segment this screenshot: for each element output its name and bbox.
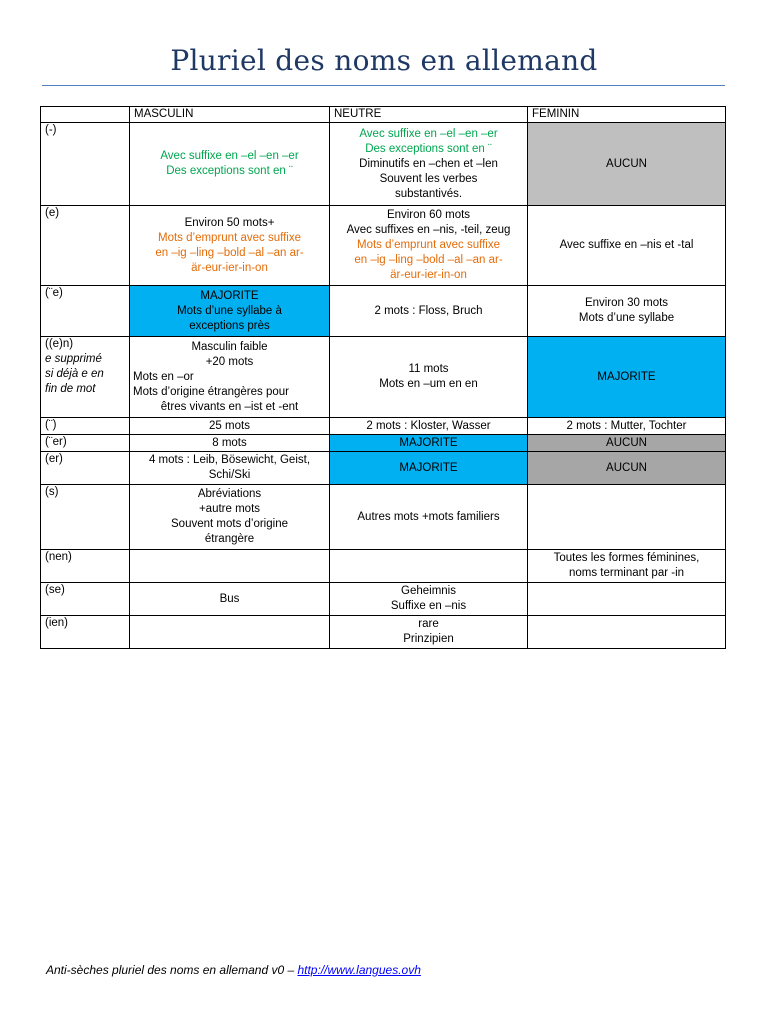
cell-line: en –ig –ling –bold –al –an ar- — [155, 246, 304, 259]
cell-line: substantivés. — [394, 187, 463, 200]
row-label: (e) — [41, 206, 130, 286]
footer — [46, 963, 421, 977]
cell-feminin: AUCUN — [528, 123, 726, 206]
cell-line: Avec suffixe en –el –en –er — [359, 127, 498, 140]
cell-line: Environ 50 mots+ — [184, 216, 275, 229]
cell-neutre — [330, 583, 528, 616]
cell-neutre: MAJORITE — [330, 435, 528, 452]
cell-line: êtres vivants en –ist et -ent — [160, 400, 299, 413]
table-row — [41, 286, 726, 337]
table-row — [41, 583, 726, 616]
plural-table — [40, 106, 726, 649]
row-label: (¨) — [41, 418, 130, 435]
cell-neutre: MAJORITE — [330, 452, 528, 485]
cell-line: ((e)n) — [45, 338, 74, 350]
cell-masculin — [130, 616, 330, 649]
table-row — [41, 337, 726, 418]
cell-line: Mots d’une syllabe à — [177, 304, 282, 317]
cell-masculin: 25 mots — [130, 418, 330, 435]
cell-line: Abréviations — [197, 488, 262, 500]
cell-line: Prinzipien — [403, 633, 454, 645]
cell-feminin: 2 mots : Mutter, Tochter — [528, 418, 726, 435]
cell-masculin: 8 mots — [130, 435, 330, 452]
cell-line: Souvent les verbes — [379, 172, 478, 185]
cell-line: Toutes les formes féminines, — [553, 552, 700, 564]
cell-neutre — [330, 550, 528, 583]
row-label: (¨e) — [41, 286, 130, 337]
cell-neutre: 2 mots : Floss, Bruch — [330, 286, 528, 337]
cell-masculin — [130, 485, 330, 550]
table-row — [41, 616, 726, 649]
cell-line: 4 mots : Leib, Bösewicht, Geist, — [148, 454, 311, 466]
cell-line: Geheimnis — [401, 585, 456, 597]
table-row — [41, 435, 726, 452]
cell-line: är-eur-ier-in-on — [191, 261, 268, 274]
row-label: (nen) — [41, 550, 130, 583]
cell-feminin — [528, 485, 726, 550]
table-row — [41, 123, 726, 206]
cell-line: étrangère — [204, 533, 255, 545]
cell-line: Mots d’origine étrangères pour — [133, 385, 289, 398]
cell-line: Suffixe en –nis — [390, 600, 467, 612]
cell-feminin: MAJORITE — [528, 337, 726, 418]
cell-line: +autre mots — [198, 503, 261, 515]
cell-line: är-eur-ier-in-on — [390, 269, 467, 281]
cell-neutre: 2 mots : Kloster, Wasser — [330, 418, 528, 435]
table-row — [41, 485, 726, 550]
header-label-cell — [41, 107, 130, 123]
cell-line: Mots en –or — [133, 370, 194, 383]
row-label: (s) — [41, 485, 130, 550]
cell-line: +20 mots — [205, 355, 254, 368]
title-underline — [42, 85, 725, 86]
cell-line: MAJORITE — [200, 289, 259, 302]
cell-line: Avec suffixes en –nis, -teil, zeug — [346, 224, 511, 236]
cell-line: e supprimé — [45, 353, 102, 365]
row-label: (ien) — [41, 616, 130, 649]
cell-line: 11 mots — [408, 363, 449, 375]
cell-feminin — [528, 550, 726, 583]
footer-link[interactable]: http://www.langues.ovh — [297, 963, 421, 977]
cell-masculin — [130, 337, 330, 418]
row-label — [41, 337, 130, 418]
cell-line: Masculin faible — [191, 340, 268, 353]
cell-line: exceptions près — [189, 319, 270, 332]
cell-feminin — [528, 286, 726, 337]
cell-masculin — [130, 206, 330, 286]
table-header-row — [41, 107, 726, 123]
cell-line: Mots d’emprunt avec suffixe — [158, 231, 301, 244]
cell-line: Avec suffixe en –el –en –er — [160, 150, 299, 162]
cell-line: Environ 60 mots — [386, 209, 471, 221]
cell-line: rare — [418, 618, 439, 630]
cell-masculin — [130, 286, 330, 337]
cell-neutre: Autres mots +mots familiers — [330, 485, 528, 550]
cell-line: Mots d’emprunt avec suffixe — [357, 239, 500, 251]
cell-masculin — [130, 452, 330, 485]
row-label: (er) — [41, 452, 130, 485]
cell-line: Des exceptions sont en ¨ — [166, 165, 293, 177]
cell-line: Environ 30 mots — [584, 297, 669, 309]
cell-feminin: AUCUN — [528, 435, 726, 452]
cell-line: en –ig –ling –bold –al –an ar- — [354, 254, 503, 266]
table-row — [41, 452, 726, 485]
cell-neutre — [330, 337, 528, 418]
cell-masculin: Bus — [130, 583, 330, 616]
header-masculin: MASCULIN — [130, 107, 330, 123]
cell-masculin — [130, 123, 330, 206]
cell-feminin: Avec suffixe en –nis et -tal — [528, 206, 726, 286]
cell-neutre — [330, 206, 528, 286]
cell-line: Diminutifs en –chen et –len — [359, 157, 498, 170]
cell-line: si déjà e en — [45, 368, 104, 380]
cell-line: Des exceptions sont en ¨ — [365, 142, 492, 155]
cell-masculin — [130, 550, 330, 583]
cell-line: Mots en –um en en — [379, 378, 478, 390]
cell-line: Souvent mots d’origine — [171, 518, 288, 530]
table-row — [41, 206, 726, 286]
cell-feminin: AUCUN — [528, 452, 726, 485]
row-label: (¨er) — [41, 435, 130, 452]
table-row — [41, 550, 726, 583]
cell-line: noms terminant par -in — [568, 567, 685, 579]
cell-line: fin de mot — [45, 383, 96, 395]
footer-text: Anti-sèches pluriel des noms en allemand v0 – — [46, 963, 298, 977]
table-row — [41, 418, 726, 435]
row-label: (se) — [41, 583, 130, 616]
cell-feminin — [528, 616, 726, 649]
cell-line: Schi/Ski — [208, 469, 251, 481]
cell-neutre — [330, 123, 528, 206]
cell-neutre — [330, 616, 528, 649]
page-title: Pluriel des noms en allemand — [170, 44, 598, 77]
header-neutre: NEUTRE — [330, 107, 528, 123]
cell-line: Mots d’une syllabe — [578, 312, 675, 324]
cell-feminin — [528, 583, 726, 616]
header-feminin: FEMININ — [528, 107, 726, 123]
row-label: (-) — [41, 123, 130, 206]
